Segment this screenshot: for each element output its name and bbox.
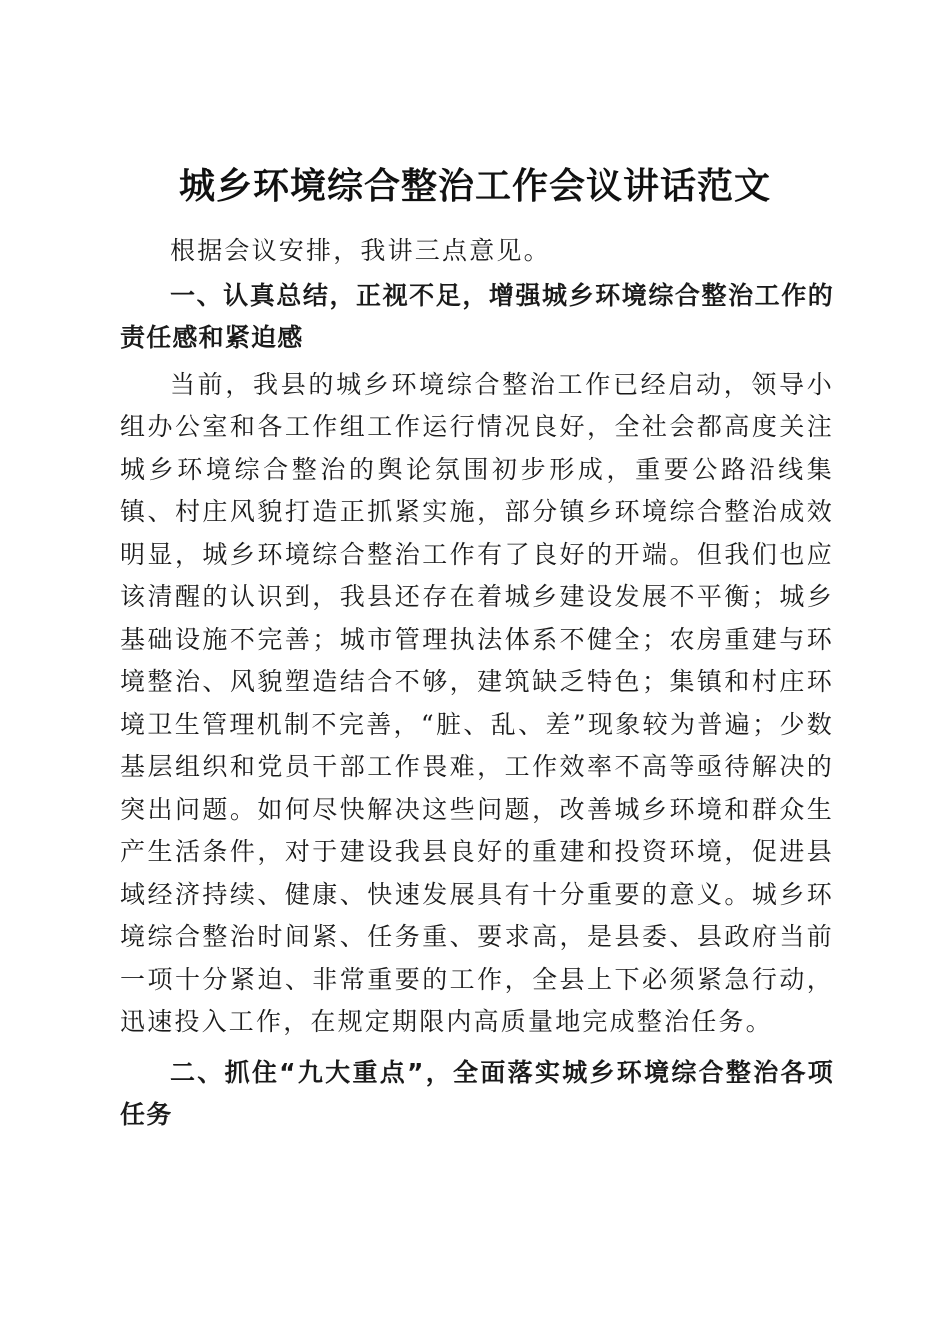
section-paragraph-1: 当前，我县的城乡环境综合整治工作已经启动，领导小组办公室和各工作组工作运行情况良好，全社会都高度关注城乡环境综合整治的舆论氛围初步形成，重要公路沿线集镇、村庄风貌打造正抓紧实施，部分镇乡环境综合整治成效明显，城乡环境综合整治工作有了良好的开端。但我们也应该清醒的认识到，我县还存在着城乡建设发展不平衡；城乡基础设施不完善；城市管理执法体系不健全；农房重建与环境整治、风貌塑造结合不够，建筑缺乏特色；集镇和村庄环境卫生管理机制不完善，“脏、乱、差”现象较为普遍；少数基层组织和党员干部工作畏难，工作效率不高等亟待解决的突出问题。如何尽快解决这些问题，改善城乡环境和群众生产生活条件，对于建设我县良好的重建和投资环境，促进县域经济持续、健康、快速发展具有十分重要的意义。城乡环境综合整治时间紧、任务重、要求高，是县委、县政府当前一项十分紧迫、非常重要的工作，全县上下必须紧急行动，迅速投入工作，在规定期限内高质量地完成整治任务。 [120, 369, 834, 1036]
section-heading-1: 一、认真总结，正视不足，增强城乡环境综合整治工作的责任感和紧迫感 [120, 280, 834, 352]
intro-paragraph: 根据会议安排，我讲三点意见。 [170, 236, 551, 265]
document-title: 城乡环境综合整治工作会议讲话范文 [178, 165, 771, 208]
document-body [120, 230, 834, 1137]
section-heading-2: 二、抓住“九大重点”，全面落实城乡环境综合整治各项任务 [120, 1057, 834, 1129]
